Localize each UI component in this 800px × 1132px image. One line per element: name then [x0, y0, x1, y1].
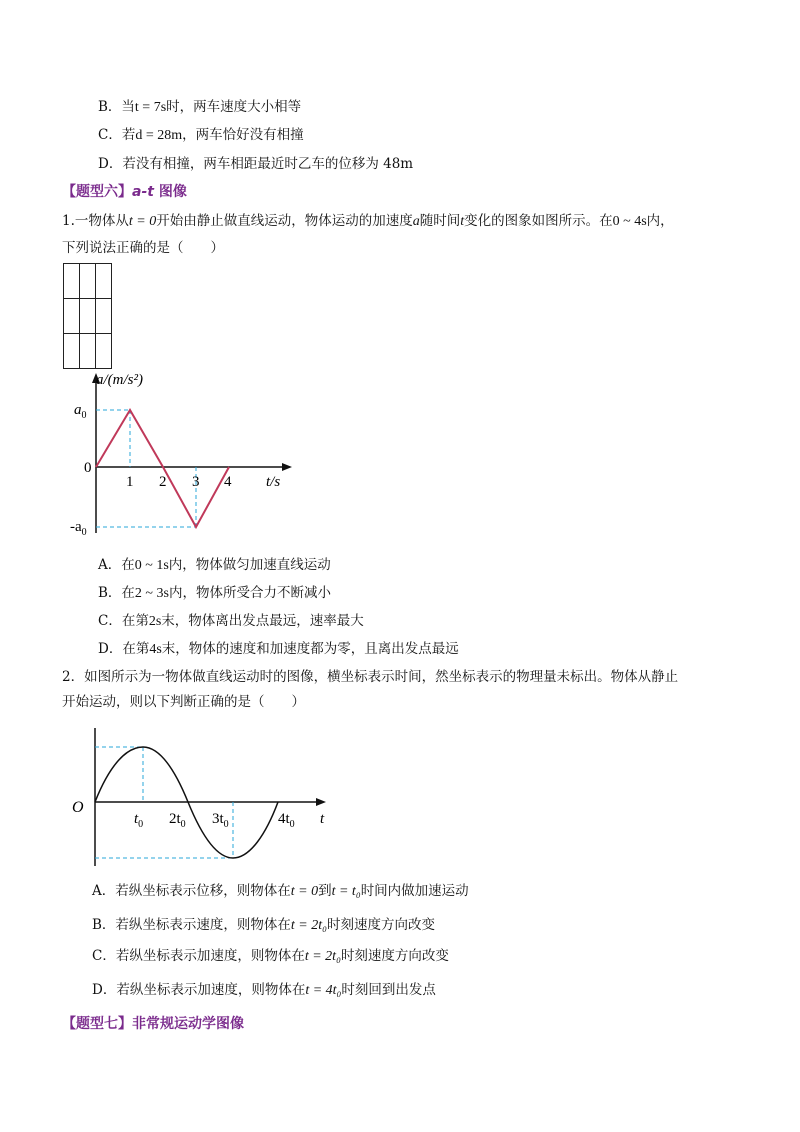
tick-label-3t0: $3t_0$ [212, 811, 229, 830]
option-text: 末，物体离出发点最远，速率最大 [161, 613, 364, 629]
section-label: 题型七 [76, 1016, 118, 1032]
q1-at-graph [60, 368, 310, 543]
math-expr: 0 ~ 4s [612, 214, 647, 229]
section-label: 题型六 [76, 184, 118, 200]
option-text: 末，物体的速度和加速度都为零，且离出发点最远 [161, 641, 459, 657]
grid-cell [63, 298, 80, 334]
option-text: B．当 [98, 99, 135, 115]
stem-text: 2．如图所示为一物体做直线运动时的图像，横坐标表示时间，然坐标表示的物理量未标出。物体从静止 [62, 669, 679, 685]
option-text: 时刻速度方向改变 [340, 948, 449, 964]
option-text: D．在第 [98, 641, 150, 657]
origin-label: O [72, 799, 84, 816]
section-heading-6 [62, 181, 187, 201]
option-text: B．在 [98, 585, 135, 601]
x-axis-label: t/s [266, 474, 281, 490]
bracket-open: 【 [62, 1016, 76, 1032]
x-axis-label: t [320, 811, 325, 827]
prev-option-c [98, 126, 304, 145]
stem-text: 下列说法正确的是（ ） [62, 240, 224, 256]
stem-text: 1.一物体从 [62, 213, 129, 229]
option-text: C．在第 [98, 613, 149, 629]
math-expr: t = 2t₀ [304, 949, 341, 964]
option-text: 到 [318, 883, 332, 899]
option-text: B．若纵坐标表示速度，则物体在 [92, 917, 291, 933]
math-expr: 2 ~ 3s [134, 586, 169, 601]
label-a0: $a_0$ [74, 402, 87, 421]
option-text: C．若 [98, 127, 136, 143]
math-expr: t [460, 214, 465, 229]
prev-option-b [98, 98, 301, 117]
section-title: 非常规运动学图像 [132, 1016, 244, 1032]
y-axis-label: a/(m/s²) [96, 372, 143, 388]
stem-text: 内， [646, 213, 674, 229]
q2-stem-line1 [62, 668, 678, 686]
math-expr: t = 2t₀ [290, 918, 328, 933]
math-expr: t = 0 [128, 214, 157, 229]
math-expr: a [412, 214, 420, 229]
stem-text: 随时间 [419, 213, 461, 229]
q1-option-d [98, 640, 459, 659]
q1-option-c [98, 612, 364, 631]
section-heading-7 [62, 1013, 244, 1033]
stem-text: 开始由静止做直线运动，物体运动的加速度 [156, 213, 413, 229]
tick-label-4: 4 [224, 474, 232, 490]
acceleration-curve [96, 410, 229, 527]
section-title-suffix: 图像 [153, 184, 187, 200]
section-title: a-t [132, 184, 154, 200]
math-expr: t = t₀ [331, 884, 361, 899]
q2-graph [70, 720, 345, 870]
bracket-open: 【 [62, 184, 76, 200]
math-expr: t = 4t₀ [305, 983, 342, 998]
stem-text: 变化的图象如图所示。在 [464, 213, 613, 229]
option-text: 内，物体做匀加速直线运动 [168, 557, 331, 573]
grid-cell [63, 263, 80, 299]
tick-label-t0: $t_0$ [134, 811, 144, 830]
math-expr: t = 0 [290, 884, 319, 899]
option-text: 时刻速度方向改变 [327, 917, 436, 933]
grid-cell [79, 298, 96, 334]
origin-label: 0 [84, 460, 92, 476]
math-expr: d = 28m [135, 128, 183, 143]
option-text: C．若纵坐标表示加速度，则物体在 [92, 948, 305, 964]
option-text: D．若没有相撞，两车相距最近时乙车的位移为 48m [98, 156, 414, 172]
grid-cell [95, 298, 112, 334]
option-text: 时间内做加速运动 [360, 883, 469, 899]
q2-option-a [92, 882, 469, 901]
label-neg-a0: $-a_0$ [70, 519, 87, 538]
x-axis-arrow [282, 463, 292, 471]
q2-option-c [92, 947, 449, 966]
option-text: A．在 [98, 557, 135, 573]
answer-grid [63, 263, 111, 369]
option-text: 时，两车速度大小相等 [166, 99, 302, 115]
tick-label-3: 3 [192, 474, 200, 490]
option-text: ，两车恰好没有相撞 [182, 127, 304, 143]
tick-label-1: 1 [126, 474, 134, 490]
tick-label-4t0: $4t_0$ [278, 811, 295, 830]
q1-stem-line2 [62, 239, 224, 257]
grid-cell [95, 333, 112, 369]
q1-option-a [98, 556, 331, 575]
bracket-close: 】 [118, 184, 132, 200]
tick-label-2t0: $2t_0$ [169, 811, 186, 830]
math-expr: 2s [148, 614, 162, 629]
math-expr: t = 7s [134, 100, 167, 115]
q2-option-d [92, 981, 436, 1000]
grid-cell [63, 333, 80, 369]
tick-label-2: 2 [159, 474, 167, 490]
bracket-close: 】 [118, 1016, 132, 1032]
option-text: 内，物体所受合力不断减小 [168, 585, 331, 601]
math-expr: 0 ~ 1s [134, 558, 169, 573]
grid-cell [79, 263, 96, 299]
stem-text: 开始运动，则以下判断正确的是（ ） [62, 694, 305, 710]
grid-cell [95, 263, 112, 299]
q2-option-b [92, 916, 435, 935]
math-expr: 4s [149, 642, 162, 657]
option-text: A．若纵坐标表示位移，则物体在 [92, 883, 291, 899]
q1-option-b [98, 584, 331, 603]
q2-stem-line2 [62, 693, 305, 711]
q1-stem-line1 [62, 212, 674, 231]
option-text: 时刻回到出发点 [341, 982, 436, 998]
option-text: D．若纵坐标表示加速度，则物体在 [92, 982, 306, 998]
grid-cell [79, 333, 96, 369]
x-axis-arrow [316, 798, 326, 806]
prev-option-d [98, 155, 413, 173]
